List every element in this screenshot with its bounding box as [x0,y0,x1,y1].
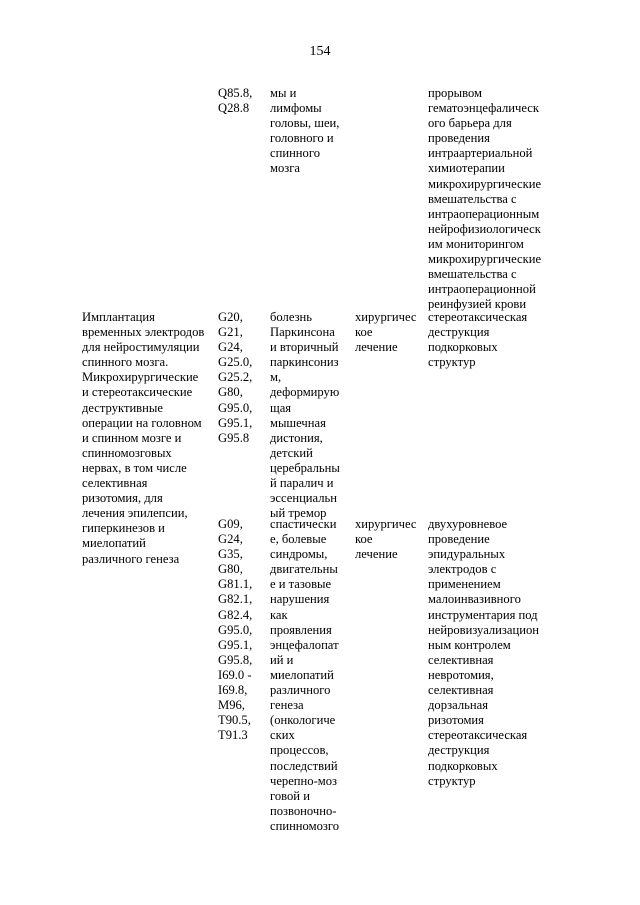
cell-text-line: селективная [428,683,494,698]
cell-text-line: T91.3 [218,728,248,743]
cell-text-line: ий и [270,652,294,667]
cell-text-line: гиперкинезов и [82,521,165,536]
cell-text-line: как [270,607,288,622]
cell-text-line: е, болевые [270,532,327,547]
cell-text-line: спастически [270,517,337,531]
cell-text-line: G95.0, [218,400,253,415]
cell-text-line: спинного [270,146,320,161]
row1-method-cell [428,310,527,370]
page-number: 154 [309,44,331,59]
cell-text-line: деформирую [270,385,340,400]
cell-text-line: ризотомия, для [82,491,163,506]
cell-text-line: Имплантация [82,310,155,324]
cell-text-line: лечения эпилепсии, [82,506,188,521]
cell-text-line: различного генеза [82,551,180,566]
cell-text-line: деструктивные [82,400,163,415]
cell-text-line: ным контролем [428,637,511,652]
cell-text-line: прорывом [428,86,482,100]
cell-text-line: последствий [270,758,338,773]
cell-text-line: Микрохирургические [82,370,199,385]
cell-text-line: малоинвазивного [428,592,521,607]
cell-text-line: ских [270,728,295,743]
cell-text-line: электродов с [428,562,497,577]
cell-text-line: применением [428,577,501,592]
cell-text-line: мы и [270,86,297,100]
row2-method-cell [428,517,539,789]
cell-text-line: структур [428,355,476,370]
cell-text-line: G82.4, [218,607,253,622]
cell-text-line: для нейростимуляции [82,340,200,355]
row2-model-cell [270,517,339,834]
row1-codes-cell [218,310,252,446]
cell-text-line: двухуровневое [428,517,508,531]
cell-text-line: операции на головном [82,415,202,430]
cell-text-line: дорзальная [428,698,488,713]
cell-text-line: G25.2, [218,370,253,385]
cell-text-line: G09, [218,517,243,531]
cell-text-line: говой и [270,788,310,803]
cell-text-line: G24, [218,340,243,355]
cell-text-line: (онкологиче [270,713,336,728]
cell-text-line: позвоночно- [270,803,337,818]
cell-text-line: головного и [270,131,334,146]
cell-text-line: м, [270,370,282,385]
cell-text-line: различного [270,683,331,698]
cell-text-line: структур [428,773,476,788]
cell-text-line: дистония, [270,430,323,445]
cell-text-line: G95.1, [218,415,253,430]
cell-text-line: эссенциальн [270,491,338,506]
cell-text-line: деструкция [428,743,490,758]
cell-text-line: лечение [355,547,398,562]
cell-text-line: и стереотаксические [82,385,193,400]
cell-text-line: инструментария под [428,607,538,622]
cell-text-line: им мониторингом [428,236,524,251]
row0-model-cell [270,86,339,177]
cell-text-line: ый тремор [270,506,327,521]
cell-text-line: интраоперационным [428,206,540,221]
cell-text-line: подкорковых [428,340,498,355]
cell-text-line: селективная [428,652,494,667]
cell-text-line: нейрофизиологическ [428,221,541,236]
cell-text-line: спинномозго [270,818,339,833]
cell-text-line: миелопатий [82,536,146,551]
cell-text-line: G25.0, [218,355,253,370]
cell-text-line: подкорковых [428,758,498,773]
cell-text-line: хирургичес [355,310,417,324]
cell-text-line: временных электродов [82,325,205,340]
cell-text-line: гематоэнцефалическ [428,101,539,116]
cell-text-line: G80, [218,562,243,577]
cell-text-line: Q85.8, [218,86,253,100]
cell-text-line: нарушения [270,592,330,607]
cell-text-line: G95.8 [218,430,250,445]
cell-text-line: реинфузией крови [428,297,527,312]
cell-text-line: детский [270,445,313,460]
cell-text-line: M96, [218,698,245,713]
cell-text-line: G80, [218,385,243,400]
cell-text-line: G82.1, [218,592,253,607]
cell-text-line: и вторичный [270,340,339,355]
cell-text-line: энцефалопат [270,637,339,652]
cell-text-line: ого барьера для [428,116,512,131]
cell-text-line: церебральны [270,460,340,475]
cell-text-line: проявления [270,622,332,637]
cell-text-line: стереотаксическая [428,310,528,324]
cell-text-line: нервах, в том числе [82,460,187,475]
cell-text-line: хирургичес [355,517,417,531]
row0-method-cell [428,86,541,312]
cell-text-line: деструкция [428,325,490,340]
cell-text-line: эпидуральных [428,547,506,562]
cell-text-line: проведения [428,131,490,146]
cell-text-line: вмешательства с [428,191,517,206]
row2-codes-cell [218,517,252,743]
cell-text-line: процессов, [270,743,329,758]
cell-text-line: селективная [82,476,148,491]
cell-text-line: мозга [270,161,300,176]
cell-text-line: микрохирургические [428,252,542,267]
cell-text-line: вмешательства с [428,267,517,282]
cell-text-line: I69.8, [218,683,248,698]
cell-text-line: нейровизуализацион [428,622,539,637]
cell-text-line: G24, [218,532,243,547]
cell-text-line: головы, шеи, [270,116,340,131]
cell-text-line: болезнь [270,310,313,324]
cell-text-line: щая [270,400,292,415]
cell-text-line: спинного мозга. [82,355,169,370]
cell-text-line: интраоперационной [428,282,536,297]
cell-text-line: миелопатий [270,667,334,682]
row0-codes-cell [218,86,252,116]
cell-text-line: лечение [355,340,398,355]
cell-text-line: Паркинсона [270,325,335,340]
cell-text-line: I69.0 - [218,667,252,682]
cell-text-line: G95.8, [218,652,253,667]
row1-name-cell [82,310,204,567]
cell-text-line: стереотаксическая [428,728,528,743]
row1-model-cell [270,310,340,521]
cell-text-line: G35, [218,547,243,562]
cell-text-line: проведение [428,532,490,547]
cell-text-line: кое [355,325,373,340]
row1-treatment-cell [355,310,417,355]
cell-text-line: интраартериальной [428,146,533,161]
cell-text-line: синдромы, [270,547,328,562]
cell-text-line: G95.1, [218,637,253,652]
cell-text-line: двигательны [270,562,338,577]
cell-text-line: генеза [270,698,304,713]
cell-text-line: Q28.8 [218,101,250,116]
cell-text-line: химиотерапии [428,161,505,176]
cell-text-line: G95.0, [218,622,253,637]
row2-treatment-cell [355,517,417,562]
cell-text-line: G21, [218,325,243,340]
cell-text-line: й паралич и [270,476,334,491]
cell-text-line: спинномозговых [82,445,172,460]
cell-text-line: мышечная [270,415,326,430]
cell-text-line: и спинном мозге и [82,430,182,445]
cell-text-line: микрохирургические [428,176,542,191]
cell-text-line: невротомия, [428,667,494,682]
cell-text-line: T90.5, [218,713,251,728]
cell-text-line: кое [355,532,373,547]
cell-text-line: G81.1, [218,577,253,592]
cell-text-line: ризотомия [428,713,484,728]
cell-text-line: лимфомы [270,101,322,116]
cell-text-line: е и тазовые [270,577,332,592]
cell-text-line: паркинсониз [270,355,339,370]
cell-text-line: G20, [218,310,243,324]
cell-text-line: черепно-моз [270,773,338,788]
